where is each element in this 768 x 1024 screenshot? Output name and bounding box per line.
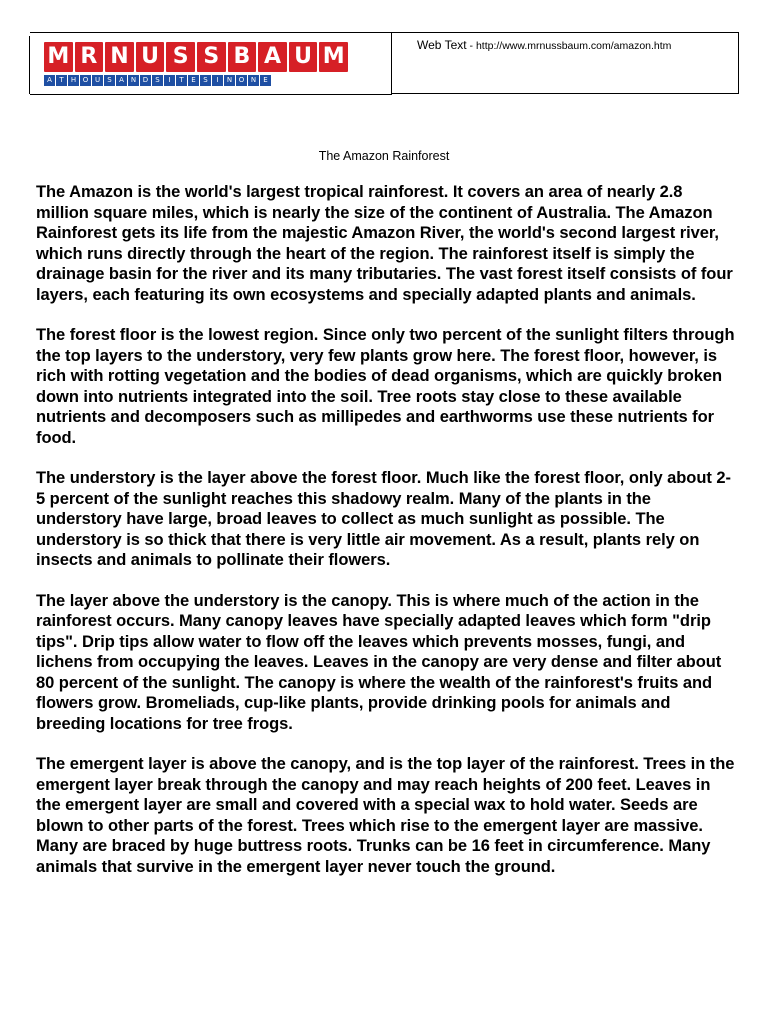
- tagline-letter: D: [140, 75, 151, 86]
- tagline-letter: S: [152, 75, 163, 86]
- tagline-letter: I: [212, 75, 223, 86]
- logo-letter: B: [228, 42, 257, 72]
- article-paragraph: The emergent layer is above the canopy, and is the top layer of the rainforest. Trees in the emergent layer break through the canopy and may reach heights of 200 feet. Leaves in the emergent layer are small and covered with a special wax to hold water. Seeds are blown to other parts of the forest. Trees which rise to the emergent layer are massive. Many are braced by huge buttress roots. Trunks can be 16 feet in circumference. Many animals that survive in the emergent layer never touch the ground.: [36, 755, 735, 876]
- article-body: [36, 182, 736, 897]
- tagline-letter: S: [200, 75, 211, 86]
- site-logo[interactable]: [44, 42, 348, 88]
- logo-letter: S: [197, 42, 226, 72]
- tagline-letter: E: [188, 75, 199, 86]
- article-paragraph: The forest floor is the lowest region. Since only two percent of the sunlight filters through the top layers to the understory, very few plants grow here. The forest floor, however, is rich with rotting vegetation and the bodies of dead organisms, which are quickly broken down into nutrients integrated into the soil. Tree roots stay close to these available nutrients and decomposers such as millipedes and earthworms use these nutrients for food.: [36, 326, 735, 447]
- tagline-letter: N: [248, 75, 259, 86]
- article-paragraph: The Amazon is the world's largest tropical rainforest. It covers an area of nearly 2.8 million square miles, which is nearly the size of the continent of Australia. The Amazon Rainforest gets its life from the majestic Amazon River, the world's second largest river, which runs directly through the heart of the region. The rainforest itself is simply the drainage basin for the river and its many tributaries. The vast forest itself consists of four layers, each featuring its own ecosystems and specially adapted plants and animals.: [36, 183, 733, 304]
- web-text-url-link[interactable]: http://www.mrnussbaum.com/amazon.htm: [475, 40, 672, 52]
- tagline-letter: N: [224, 75, 235, 86]
- tagline-letter: O: [80, 75, 91, 86]
- article-paragraph: The layer above the understory is the canopy. This is where much of the action in the rainforest occurs. Many canopy leaves have specially adapted leaves which form "drip tips". Drip tips allow water to flow off the leaves which prevents mosses, fungi, and lichens from occupying the leaves. Leaves in the canopy are very dense and filter about 80 percent of the sunlight. The canopy is where the wealth of the rainforest's fruits and flowers grow. Bromeliads, cup-like plants, provide drinking pools for animals and breeding locations for tree frogs.: [36, 591, 722, 733]
- tagline-letter: T: [176, 75, 187, 86]
- header-bracket: [29, 36, 30, 94]
- logo-letter: M: [44, 42, 73, 72]
- logo-letter: R: [75, 42, 104, 72]
- tagline-letter: A: [116, 75, 127, 86]
- tagline-letter: T: [56, 75, 67, 86]
- logo-wordmark: [44, 42, 348, 72]
- web-text-box: [391, 32, 739, 94]
- tagline-letter: S: [104, 75, 115, 86]
- article-paragraph: The understory is the layer above the forest floor. Much like the forest floor, only about 2- 5 percent of the sunlight reaches this shadowy realm. Many of the plants in the understory have large, broad leaves to collect as much sunlight as possible. The understory is so thick that there is very little air movement. As a result, plants rely on insects and animals to pollinate their flowers.: [36, 469, 731, 569]
- web-text-source: [417, 38, 671, 52]
- tagline-letter: I: [164, 75, 175, 86]
- header-rule-bottom: [30, 94, 392, 95]
- tagline-letter: A: [44, 75, 55, 86]
- tagline-letter: E: [260, 75, 271, 86]
- logo-letter: U: [136, 42, 165, 72]
- logo-letter: M: [319, 42, 348, 72]
- logo-letter: U: [289, 42, 318, 72]
- tagline-letter: H: [68, 75, 79, 86]
- logo-letter: N: [105, 42, 134, 72]
- web-text-label: Web Text: [417, 38, 467, 52]
- header-rule-top: [30, 32, 392, 33]
- logo-letter: A: [258, 42, 287, 72]
- logo-letter: S: [166, 42, 195, 72]
- tagline-letter: U: [92, 75, 103, 86]
- web-text-separator: -: [466, 40, 476, 52]
- tagline-letter: O: [236, 75, 247, 86]
- tagline-letter: N: [128, 75, 139, 86]
- logo-tagline: [44, 75, 348, 86]
- article-title: The Amazon Rainforest: [318, 149, 450, 163]
